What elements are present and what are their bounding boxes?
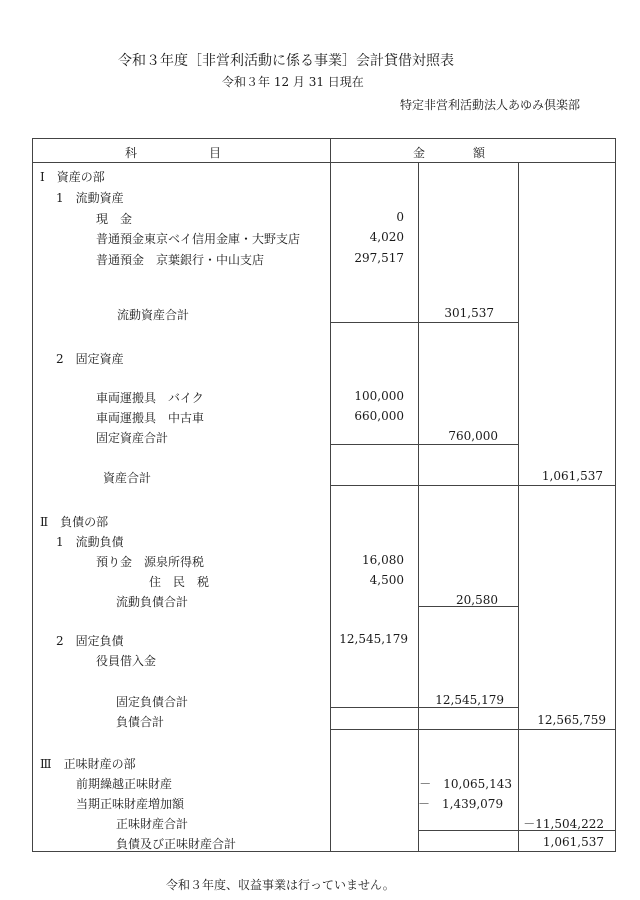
row-label-current-assets-total: 流動資産合計 bbox=[117, 308, 190, 322]
current-assets-heading: 1 流動資産 bbox=[56, 191, 124, 205]
row-label-vehicle-bike: 車両運搬具 バイク bbox=[96, 391, 204, 405]
row-label-net-assets-carried: 前期繰越正味財産 bbox=[76, 777, 173, 791]
current-liabilities-heading: 1 流動負債 bbox=[56, 535, 124, 549]
row-value-fixed-liabilities-total: 12,545,179 bbox=[435, 693, 504, 707]
row-value-net-assets-total: －11,504,222 bbox=[523, 817, 604, 831]
as-of-date: 令和３年 12 月 31 日現在 bbox=[222, 75, 364, 89]
row-label-net-assets-increase: 当期正味財産増加額 bbox=[76, 797, 185, 811]
section-liabilities: Ⅱ 負債の部 bbox=[40, 515, 109, 529]
row-value-net-assets-increase: － 1,439,079 bbox=[418, 797, 504, 811]
row-value-deposit-tokyo-bay: 4,020 bbox=[369, 230, 404, 244]
fixed-liabilities-heading: 2 固定負債 bbox=[56, 634, 124, 648]
section-assets: Ⅰ 資産の部 bbox=[40, 170, 105, 184]
row-value-grand-total: 1,061,537 bbox=[542, 835, 604, 849]
row-label-current-liabilities-total: 流動負債合計 bbox=[116, 595, 189, 609]
row-value-vehicle-bike: 100,000 bbox=[354, 389, 404, 403]
row-value-fixed-liabilities: 12,545,179 bbox=[339, 632, 408, 646]
organization-name: 特定非営利活動法人あゆみ倶楽部 bbox=[400, 98, 581, 112]
fixed-assets-heading: 2 固定資産 bbox=[56, 352, 124, 366]
header-subject: 科 目 bbox=[125, 146, 222, 160]
row-label-resident-tax: 住 民 税 bbox=[149, 575, 210, 589]
row-value-withholding-tax: 16,080 bbox=[362, 553, 404, 567]
document-title: 令和３年度［非営利活動に係る事業］会計貸借対照表 bbox=[118, 53, 454, 69]
row-label-officer-loan: 役員借入金 bbox=[96, 654, 157, 668]
row-value-assets-total: 1,061,537 bbox=[541, 469, 603, 483]
row-label-deposit-tokyo-bay: 普通預金東京ベイ信用金庫・大野支店 bbox=[96, 232, 301, 246]
row-label-cash: 現 金 bbox=[96, 212, 133, 226]
row-label-fixed-liabilities-total: 固定負債合計 bbox=[116, 695, 189, 709]
row-value-liabilities-total: 12,565,759 bbox=[537, 713, 606, 727]
header-amount: 金 額 bbox=[413, 146, 486, 160]
row-label-withholding-tax: 預り金 源泉所得税 bbox=[96, 555, 205, 569]
row-value-current-assets-total: 301,537 bbox=[444, 306, 494, 320]
row-value-vehicle-used-car: 660,000 bbox=[354, 409, 404, 423]
row-label-liabilities-total: 負債合計 bbox=[116, 715, 165, 729]
footer-note: 令和３年度、収益事業は行っていません。 bbox=[166, 878, 395, 892]
row-value-net-assets-carried: － 10,065,143 bbox=[419, 777, 512, 791]
row-label-deposit-keiyo: 普通預金 京葉銀行・中山支店 bbox=[96, 253, 265, 267]
row-value-deposit-keiyo: 297,517 bbox=[354, 251, 404, 265]
row-label-vehicle-used-car: 車両運搬具 中古車 bbox=[96, 411, 205, 425]
section-net-assets: Ⅲ 正味財産の部 bbox=[40, 757, 136, 771]
row-value-resident-tax: 4,500 bbox=[369, 573, 404, 587]
row-value-cash: 0 bbox=[396, 210, 404, 224]
row-label-fixed-assets-total: 固定資産合計 bbox=[96, 431, 169, 445]
row-label-net-assets-total: 正味財産合計 bbox=[116, 817, 189, 831]
row-label-grand-total: 負債及び正味財産合計 bbox=[116, 837, 237, 851]
row-label-assets-total: 資産合計 bbox=[103, 471, 152, 485]
row-value-current-liabilities-total: 20,580 bbox=[456, 593, 498, 607]
row-value-fixed-assets-total: 760,000 bbox=[448, 429, 498, 443]
